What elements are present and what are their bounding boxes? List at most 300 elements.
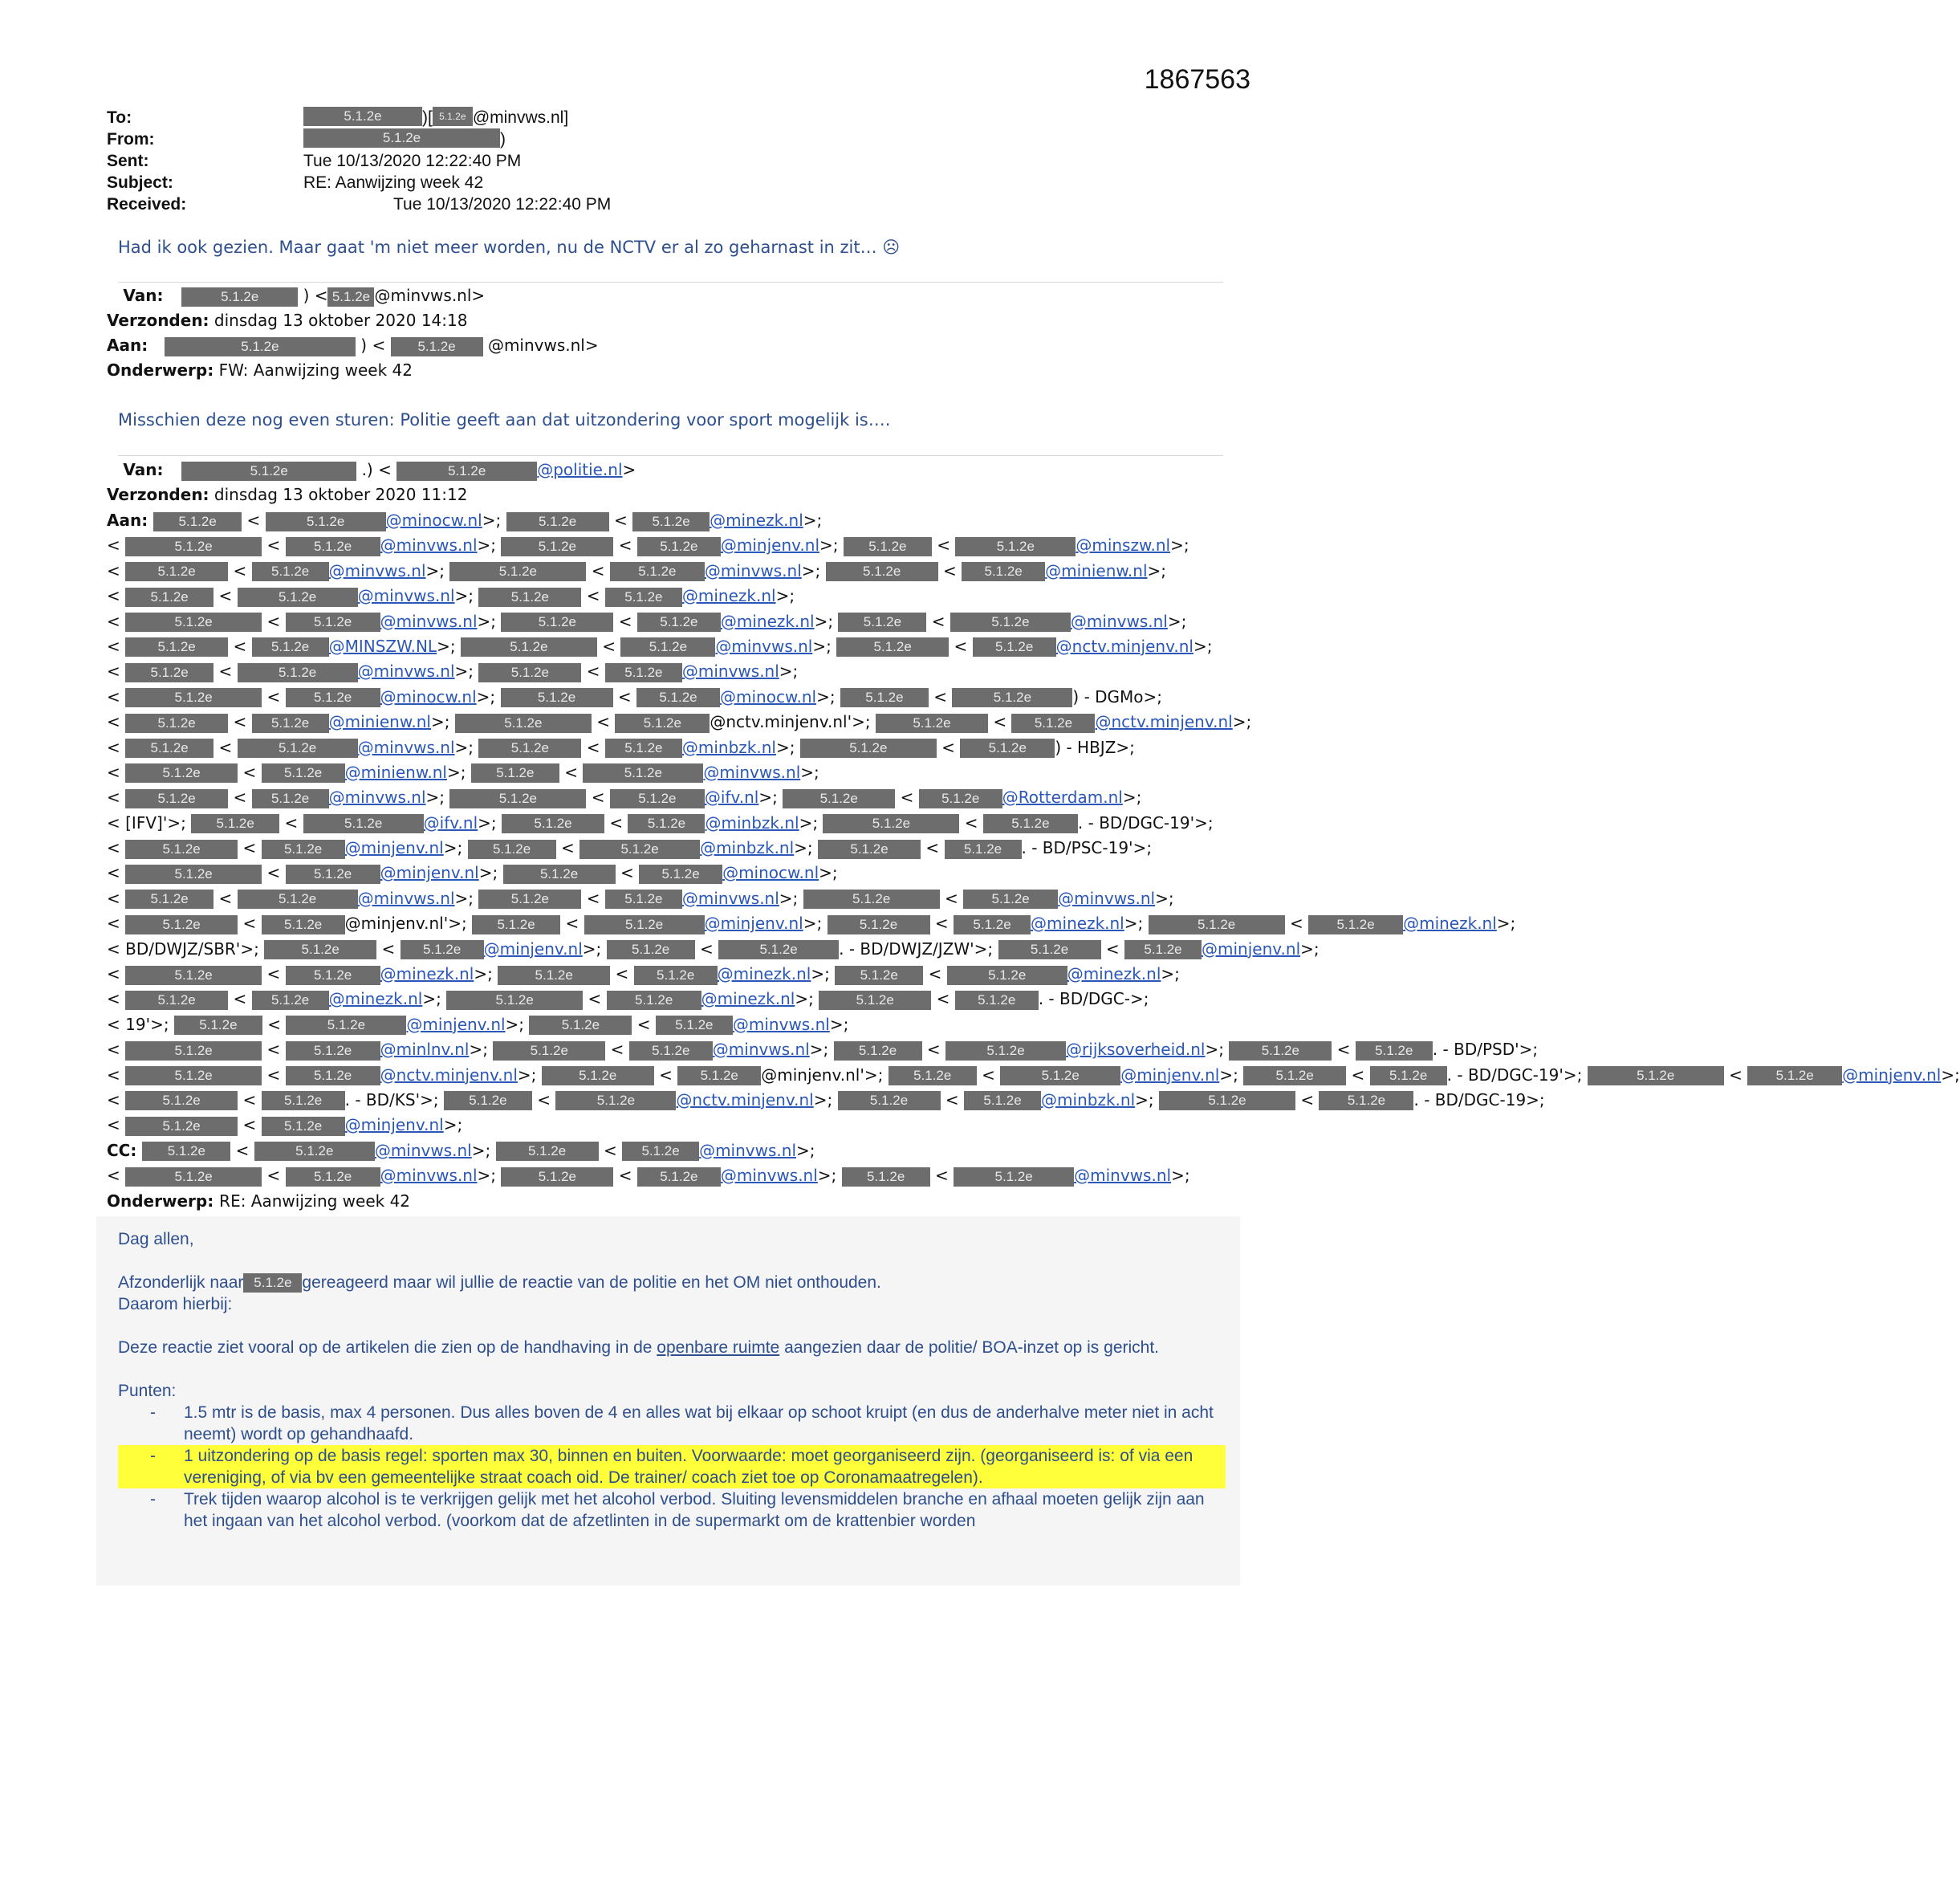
- recipient-text: @minjenv.nl': [344, 914, 449, 934]
- fw-aan-row: Aan: 5.1.2e ) < 5.1.2e @minvws.nl>: [107, 336, 599, 355]
- p2-text-b: aangezien daar de politie/ BOA-inzet op is gericht.: [784, 1338, 1160, 1357]
- recipient-row: < 5.1.2e < 5.1.2e @minjenv.nl>; 5.1.2e < 5.1.2e @minbzk.nl>; 5.1.2e < 5.1.2e . - BD/PSC-19'>;: [107, 838, 1153, 858]
- redaction: 5.1.2e: [983, 814, 1078, 833]
- email-link[interactable]: @minvws.nl: [380, 535, 478, 556]
- redaction: 5.1.2e: [444, 1091, 532, 1110]
- email-link[interactable]: @minvws.nl: [699, 1140, 796, 1160]
- from-row: From: 5.1.2e ): [107, 130, 506, 149]
- redaction: 5.1.2e: [446, 991, 583, 1010]
- orig-onderwerp-row: [107, 1189, 1230, 1214]
- recipient-text: BD/DWJZ/SBR': [125, 938, 241, 959]
- redaction: 5.1.2e: [254, 1142, 375, 1161]
- email-link[interactable]: @minvws.nl: [380, 611, 478, 631]
- redaction: 5.1.2e: [919, 789, 1002, 808]
- redaction: 5.1.2e: [1159, 1091, 1295, 1110]
- recipient-row: < 5.1.2e < 5.1.2e @minvws.nl>; 5.1.2e < 5.1.2e @minezk.nl>;: [107, 586, 795, 606]
- recipient-text: . - BD/DGC-19': [1077, 812, 1195, 833]
- email-link[interactable]: @minjenv.nl: [1120, 1065, 1220, 1085]
- email-link[interactable]: @minvws.nl: [357, 737, 455, 757]
- redaction: 5.1.2e: [286, 1167, 380, 1187]
- redaction: 5.1.2e: [889, 1066, 977, 1085]
- redaction: 5.1.2e: [252, 637, 329, 657]
- redaction: 5.1.2e: [583, 763, 703, 783]
- email-link[interactable]: @minbzk.nl: [705, 812, 799, 833]
- redaction: 5.1.2e: [838, 1091, 941, 1110]
- recipient-row: < 5.1.2e < 5.1.2e @minezk.nl>; 5.1.2e < 5.1.2e @minezk.nl>; 5.1.2e < 5.1.2e . - BD/DGC->;: [107, 989, 1149, 1009]
- email-link[interactable]: @minjenv.nl: [406, 1014, 506, 1034]
- orig-van-label: Van:: [123, 460, 164, 479]
- redaction: 5.1.2e: [803, 890, 940, 909]
- redaction: 5.1.2e: [964, 1091, 1041, 1110]
- bullet-text: Trek tijden waarop alcohol is te verkrijgen gelijk met het alcohol verbod. Sluiting levensmiddelen branche en afhaal moeten gelijk zijn aan het ingaan van het alcohol verbod. (voorkom dat de afzetlinten in de supermarkt om de krattenbier worden: [184, 1490, 1205, 1530]
- reply-text: Had ik ook gezien. Maar gaat 'm niet meer worden, nu de NCTV er al zo geharnast in zit… ☹: [118, 238, 901, 257]
- redaction: 5.1.2e: [252, 789, 329, 808]
- email-link[interactable]: @minezk.nl: [720, 611, 815, 631]
- email-link[interactable]: @minbzk.nl: [700, 838, 795, 858]
- email-link[interactable]: @minezk.nl: [701, 989, 795, 1009]
- redaction: 5.1.2e: [800, 739, 937, 758]
- redaction: 5.1.2e: [449, 562, 586, 581]
- email-link[interactable]: @minszw.nl: [1076, 535, 1171, 556]
- recipient-text: @minjenv.nl': [761, 1065, 864, 1085]
- email-link[interactable]: @minienw.nl: [1045, 560, 1148, 580]
- redaction: 5.1.2e: [478, 739, 581, 758]
- redaction: 5.1.2e: [584, 915, 705, 934]
- redaction: 5.1.2e: [125, 739, 213, 758]
- redaction: 5.1.2e: [165, 337, 356, 356]
- redaction: 5.1.2e: [478, 890, 581, 909]
- sent-value: Tue 10/13/2020 12:22:40 PM: [303, 152, 522, 170]
- redaction: 5.1.2e: [125, 991, 228, 1010]
- email-link[interactable]: @minezk.nl: [380, 964, 474, 984]
- recipient-text: . - BD/PSC-19': [1021, 838, 1133, 858]
- redaction: 5.1.2e: [262, 763, 345, 783]
- email-link[interactable]: @minbzk.nl: [1041, 1089, 1136, 1110]
- paragraph-1-cont: Daarom hierbij:: [118, 1295, 233, 1313]
- redaction: 5.1.2e: [125, 1041, 262, 1061]
- email-link[interactable]: @minezk.nl: [1403, 914, 1497, 934]
- redaction: 5.1.2e: [125, 688, 262, 707]
- fw-van-label: Van:: [123, 286, 164, 305]
- fw-verzonden-row: [107, 308, 1230, 333]
- email-link[interactable]: @nctv.minjenv.nl: [1055, 636, 1193, 656]
- redaction: 5.1.2e: [264, 940, 376, 959]
- email-link[interactable]: @minjenv.nl: [344, 1115, 444, 1135]
- redaction: 5.1.2e: [478, 588, 581, 607]
- redaction: 5.1.2e: [973, 637, 1056, 657]
- redaction: 5.1.2e: [125, 915, 238, 934]
- p2-link[interactable]: openbare ruimte: [657, 1338, 780, 1357]
- recipient-text: . - BD/KS': [344, 1089, 421, 1110]
- redaction: 5.1.2e: [1000, 1066, 1120, 1085]
- redaction: 5.1.2e: [607, 940, 695, 959]
- recipient-list: [107, 508, 1960, 1214]
- email-link[interactable]: @minjenv.nl: [344, 838, 444, 858]
- email-link[interactable]: @ifv.nl: [423, 812, 478, 833]
- redaction: 5.1.2e: [327, 287, 374, 307]
- divider: [118, 282, 1223, 283]
- redaction: 5.1.2e: [125, 562, 228, 581]
- redaction: 5.1.2e: [605, 890, 682, 909]
- redaction: 5.1.2e: [493, 1041, 605, 1061]
- received-value: Tue 10/13/2020 12:22:40 PM: [393, 195, 612, 214]
- email-link[interactable]: @minezk.nl: [1031, 914, 1124, 934]
- email-link[interactable]: @minvws.nl: [732, 1014, 830, 1034]
- redaction: 5.1.2e: [125, 789, 228, 808]
- email-link[interactable]: @minezk.nl: [681, 586, 776, 606]
- redaction: 5.1.2e: [1356, 1041, 1433, 1061]
- recipient-text: 19': [125, 1014, 151, 1034]
- recipient-row: < 5.1.2e < 5.1.2e @minjenv.nl'>; 5.1.2e < 5.1.2e @minjenv.nl>; 5.1.2e < 5.1.2e @minezk.nl>; 5.1.2e < 5.1.2e @minezk.nl>;: [107, 914, 1516, 934]
- redaction: 5.1.2e: [826, 562, 938, 581]
- redaction: 5.1.2e: [1124, 940, 1202, 959]
- redaction: 5.1.2e: [503, 865, 616, 884]
- recipient-row: < 5.1.2e < 5.1.2e @minvws.nl>; 5.1.2e < 5.1.2e @minezk.nl>; 5.1.2e < 5.1.2e @minvws.nl>;: [107, 611, 1187, 631]
- redaction: 5.1.2e: [819, 991, 931, 1010]
- fw-verzonden-value: dinsdag 13 oktober 2020 14:18: [213, 311, 468, 330]
- redaction: 5.1.2e: [471, 763, 559, 783]
- redaction: 5.1.2e: [1011, 714, 1095, 733]
- redaction: 5.1.2e: [840, 688, 929, 707]
- email-link[interactable]: @minezk.nl: [328, 989, 423, 1009]
- fw-onderwerp-label: Onderwerp:: [107, 360, 214, 380]
- email-link[interactable]: @minienw.nl: [344, 762, 447, 782]
- redaction: 5.1.2e: [636, 688, 720, 707]
- email-link[interactable]: @minvws.nl: [715, 636, 813, 656]
- redaction: 5.1.2e: [286, 613, 380, 632]
- redaction: 5.1.2e: [125, 663, 213, 682]
- sent-row: [107, 150, 611, 172]
- email-link[interactable]: @nctv.minjenv.nl: [1095, 712, 1233, 732]
- email-link[interactable]: @Rotterdam.nl: [1002, 788, 1123, 808]
- email-link[interactable]: @ifv.nl: [704, 788, 759, 808]
- email-link[interactable]: @minvws.nl: [1070, 611, 1168, 631]
- orig-onderwerp-label: Onderwerp:: [107, 1191, 220, 1211]
- redaction: 5.1.2e: [303, 107, 422, 126]
- recipient-text: @nctv.minjenv.nl': [710, 712, 852, 732]
- email-link[interactable]: @minjenv.nl: [704, 914, 803, 934]
- redaction: 5.1.2e: [632, 512, 710, 531]
- redaction: 5.1.2e: [191, 814, 279, 833]
- redaction: 5.1.2e: [962, 562, 1045, 581]
- email-link[interactable]: @minvws.nl: [712, 1040, 810, 1060]
- redaction: 5.1.2e: [844, 537, 932, 556]
- redaction: 5.1.2e: [952, 688, 1072, 707]
- redaction: 5.1.2e: [506, 512, 609, 531]
- redaction: 5.1.2e: [835, 966, 923, 985]
- redaction: 5.1.2e: [818, 840, 921, 859]
- email-header: [107, 107, 611, 215]
- email-link[interactable]: @minjenv.nl: [380, 863, 479, 883]
- email-link[interactable]: @minvws.nl: [357, 662, 455, 682]
- email-link[interactable]: @minvws.nl: [357, 888, 455, 908]
- recipient-text: ) - DGMo: [1072, 686, 1144, 706]
- subject-value: RE: Aanwijzing week 42: [303, 173, 484, 192]
- from-label: From:: [107, 130, 155, 149]
- redaction: 5.1.2e: [401, 940, 484, 959]
- orig-van-domain[interactable]: @politie.nl: [537, 460, 623, 479]
- email-link[interactable]: @minvws.nl: [380, 1166, 478, 1186]
- redaction: 5.1.2e: [286, 688, 380, 707]
- redaction: 5.1.2e: [262, 1091, 345, 1110]
- recipient-row: < 5.1.2e < 5.1.2e @minienw.nl>; 5.1.2e < 5.1.2e @minvws.nl>;: [107, 762, 819, 782]
- email-link[interactable]: @minvws.nl: [704, 560, 802, 580]
- email-link[interactable]: @minocw.nl: [720, 686, 817, 706]
- orig-verzonden-value: dinsdag 13 oktober 2020 11:12: [213, 485, 468, 504]
- email-link[interactable]: @minocw.nl: [385, 511, 482, 530]
- subject-label: Subject:: [107, 173, 173, 192]
- redaction: 5.1.2e: [125, 890, 213, 909]
- redaction: 5.1.2e: [828, 915, 930, 934]
- redaction: 5.1.2e: [266, 512, 386, 531]
- redaction: 5.1.2e: [634, 966, 718, 985]
- redaction: 5.1.2e: [303, 814, 424, 833]
- bullet-item-highlighted: - 1 uitzondering op de basis regel: sporten max 30, binnen en buiten. Voorwaarde: moet georganiseerd zijn. (georganiseerd is: of via een vereniging, of via bv een gemeentelijke straat coach oid. De trainer/ coach ziet toe op Coronamaatregelen).: [118, 1445, 1226, 1488]
- fw-note: Misschien deze nog even sturen: Politie geeft aan dat uitzondering voor sport mogelijk is….: [118, 410, 891, 430]
- p1-text-b: gereageerd maar wil jullie de reactie van de politie en het OM niet onthouden.: [302, 1273, 881, 1292]
- recipient-row: < 5.1.2e < 5.1.2e @minvws.nl>; 5.1.2e < 5.1.2e @ifv.nl>; 5.1.2e < 5.1.2e @Rotterdam.nl>;: [107, 788, 1142, 808]
- redaction: 5.1.2e: [396, 462, 537, 481]
- redaction: 5.1.2e: [1370, 1066, 1447, 1085]
- email-link[interactable]: @minezk.nl: [717, 964, 811, 984]
- redaction: 5.1.2e: [496, 1142, 599, 1161]
- email-link[interactable]: @minvws.nl: [374, 1140, 472, 1160]
- divider: [118, 455, 1223, 456]
- redaction: 5.1.2e: [433, 107, 473, 126]
- redaction: 5.1.2e: [501, 537, 613, 556]
- redaction: 5.1.2e: [998, 940, 1101, 959]
- email-link[interactable]: @minjenv.nl: [1202, 938, 1301, 959]
- redaction: 5.1.2e: [501, 688, 613, 707]
- redaction: 5.1.2e: [125, 1091, 238, 1110]
- redaction: 5.1.2e: [1319, 1091, 1413, 1110]
- bullet-item: - Trek tijden waarop alcohol is te verkrijgen gelijk met het alcohol verbod. Sluiting levensmiddelen branche en afhaal moeten gelijk zijn aan het ingaan van het alcohol verbod. (voorkom dat de afzetlinten in de supermarkt om de krattenbier worden: [118, 1488, 1226, 1532]
- redaction: 5.1.2e: [945, 840, 1022, 859]
- redaction: 5.1.2e: [262, 1117, 345, 1136]
- document-id: 1867563: [1144, 64, 1250, 95]
- redaction: 5.1.2e: [718, 940, 839, 959]
- redaction: 5.1.2e: [262, 840, 345, 859]
- recipient-row: < 5.1.2e < 5.1.2e @minvws.nl>; 5.1.2e < 5.1.2e @minvws.nl>; 5.1.2e < 5.1.2e @minvws.nl>;: [107, 888, 1174, 908]
- recipient-row: < 5.1.2e < 5.1.2e @nctv.minjenv.nl>; 5.1.2e < 5.1.2e @minjenv.nl'>; 5.1.2e < 5.1.2e @minjenv.nl>; 5.1.2e < 5.1.2e . - BD/DGC-19'>; 5.1.2e < 5.1.2e @minjenv.nl>;: [107, 1065, 1960, 1085]
- redaction: 5.1.2e: [262, 915, 345, 934]
- redaction: 5.1.2e: [610, 562, 705, 581]
- redaction: 5.1.2e: [252, 562, 329, 581]
- subject-row: [107, 172, 611, 193]
- email-link[interactable]: @minlnv.nl: [380, 1040, 470, 1060]
- redaction: 5.1.2e: [125, 966, 262, 985]
- redaction: 5.1.2e: [622, 1142, 699, 1161]
- redaction: 5.1.2e: [455, 714, 592, 733]
- punten-label: Punten:: [118, 1382, 177, 1400]
- redaction: 5.1.2e: [955, 991, 1039, 1010]
- recipient-text: . - BD/PSD': [1432, 1040, 1519, 1060]
- email-link[interactable]: @minocw.nl: [722, 863, 819, 883]
- redaction: 5.1.2e: [125, 1066, 262, 1085]
- redaction: 5.1.2e: [605, 663, 682, 682]
- redaction: 5.1.2e: [637, 1167, 721, 1187]
- email-link[interactable]: @nctv.minjenv.nl: [380, 1065, 518, 1085]
- orig-onderwerp-value: RE: Aanwijzing week 42: [219, 1191, 411, 1211]
- redaction: 5.1.2e: [286, 537, 380, 556]
- email-link[interactable]: @minvws.nl: [328, 560, 426, 580]
- redaction: 5.1.2e: [142, 1142, 230, 1161]
- email-link[interactable]: @minjenv.nl: [1842, 1065, 1942, 1085]
- email-link[interactable]: @minvws.nl: [681, 888, 779, 908]
- redaction: 5.1.2e: [468, 840, 556, 859]
- recipient-row: < 19'>; 5.1.2e < 5.1.2e @minjenv.nl>; 5.1.2e < 5.1.2e @minvws.nl>;: [107, 1014, 849, 1034]
- redaction: 5.1.2e: [610, 789, 705, 808]
- redaction: 5.1.2e: [842, 1167, 930, 1187]
- paragraph-1: [118, 1272, 1226, 1293]
- redaction: 5.1.2e: [836, 637, 949, 657]
- redaction: 5.1.2e: [628, 814, 705, 833]
- redaction: 5.1.2e: [960, 739, 1055, 758]
- redaction: 5.1.2e: [637, 613, 721, 632]
- recipient-text: [IFV]': [125, 812, 168, 833]
- email-link[interactable]: @minezk.nl: [710, 511, 803, 530]
- recipient-text: . - BD/DWJZ/JZW': [839, 938, 974, 959]
- recipient-row: < 5.1.2e < 5.1.2e @minlnv.nl>; 5.1.2e < 5.1.2e @minvws.nl>; 5.1.2e < 5.1.2e @rijksoverheid.nl>; 5.1.2e < 5.1.2e . - BD/PSD'>;: [107, 1040, 1539, 1060]
- orig-verzonden-label: Verzonden:: [107, 485, 209, 504]
- email-link[interactable]: @minvws.nl: [357, 586, 455, 606]
- redaction: 5.1.2e: [286, 1041, 380, 1061]
- redaction: 5.1.2e: [478, 663, 581, 682]
- redaction: 5.1.2e: [823, 814, 959, 833]
- redaction: 5.1.2e: [555, 1091, 676, 1110]
- redaction: 5.1.2e: [637, 537, 721, 556]
- email-link[interactable]: @minezk.nl: [1067, 964, 1161, 984]
- redaction: 5.1.2e: [125, 840, 238, 859]
- recipient-row: < [IFV]'>; 5.1.2e < 5.1.2e @ifv.nl>; 5.1.2e < 5.1.2e @minbzk.nl>; 5.1.2e < 5.1.2e . - BD/DGC-19'>;: [107, 812, 1214, 833]
- recipient-row: < 5.1.2e < 5.1.2e @minjenv.nl>;: [107, 1115, 463, 1135]
- redaction: 5.1.2e: [286, 1016, 406, 1035]
- redaction: 5.1.2e: [125, 537, 262, 556]
- redaction: 5.1.2e: [579, 840, 700, 859]
- recipient-row: < 5.1.2e < 5.1.2e @MINSZW.NL>; 5.1.2e < 5.1.2e @minvws.nl>; 5.1.2e < 5.1.2e @nctv.minjenv.nl>;: [107, 636, 1213, 656]
- email-link[interactable]: @minvws.nl: [328, 788, 426, 808]
- redaction: 5.1.2e: [286, 1066, 380, 1085]
- email-link[interactable]: @minvws.nl: [703, 762, 801, 782]
- p2-text-a: Deze reactie ziet vooral op de artikelen die zien op de handhaving in de: [118, 1338, 653, 1357]
- redaction: 5.1.2e: [1149, 915, 1285, 934]
- redaction: 5.1.2e: [607, 991, 701, 1010]
- email-link[interactable]: @minienw.nl: [328, 712, 431, 732]
- redaction: 5.1.2e: [461, 637, 597, 657]
- redaction: 5.1.2e: [174, 1016, 262, 1035]
- redaction: 5.1.2e: [1588, 1066, 1724, 1085]
- recipient-row: < 5.1.2e < 5.1.2e @minvws.nl>; 5.1.2e < 5.1.2e @minjenv.nl>; 5.1.2e < 5.1.2e @minszw.nl>;: [107, 535, 1189, 556]
- email-link[interactable]: @MINSZW.NL: [328, 636, 437, 656]
- redaction: 5.1.2e: [677, 1066, 761, 1085]
- redaction: 5.1.2e: [620, 637, 715, 657]
- redaction: 5.1.2e: [963, 890, 1058, 909]
- email-link[interactable]: @minvws.nl: [720, 1166, 818, 1186]
- fw-van-domain: @minvws.nl>: [374, 286, 486, 305]
- redaction: 5.1.2e: [125, 1167, 262, 1187]
- p1-text-a: Afzonderlijk naar: [118, 1273, 244, 1292]
- redaction: 5.1.2e: [125, 714, 228, 733]
- redaction: 5.1.2e: [502, 814, 604, 833]
- redaction: 5.1.2e: [501, 1167, 613, 1187]
- email-link[interactable]: @rijksoverheid.nl: [1066, 1040, 1206, 1060]
- to-domain: @minvws.nl]: [472, 108, 569, 127]
- email-link[interactable]: @minvws.nl: [1058, 888, 1156, 908]
- orig-aan-label: Aan:: [107, 511, 154, 530]
- redaction: 5.1.2e: [605, 739, 682, 758]
- recipient-row: < BD/DWJZ/SBR'>; 5.1.2e < 5.1.2e @minjenv.nl>; 5.1.2e < 5.1.2e . - BD/DWJZ/JZW'>; 5.1.2e < 5.1.2e @minjenv.nl>;: [107, 938, 1320, 959]
- recipient-row: < 5.1.2e < 5.1.2e @minvws.nl>; 5.1.2e < 5.1.2e @minvws.nl>; 5.1.2e < 5.1.2e @minienw.nl>;: [107, 560, 1167, 580]
- fw-aan-label: Aan:: [107, 336, 148, 355]
- bullet-text: 1 uitzondering op de basis regel: sporten max 30, binnen en buiten. Voorwaarde: moet georganiseerd zijn. (georganiseerd is: of via een vereniging, of via bv een gemeentelijke straat coach oid. De trainer/ coach ziet toe op Coronamaatregelen).: [184, 1447, 1193, 1487]
- redaction: 5.1.2e: [639, 865, 722, 884]
- email-link[interactable]: @minjenv.nl: [720, 535, 819, 556]
- redaction: 5.1.2e: [955, 537, 1076, 556]
- email-link[interactable]: @minocw.nl: [380, 686, 477, 706]
- redaction: 5.1.2e: [947, 966, 1067, 985]
- redaction: 5.1.2e: [529, 1016, 632, 1035]
- redaction: 5.1.2e: [472, 915, 560, 934]
- redaction: 5.1.2e: [954, 915, 1031, 934]
- redaction: 5.1.2e: [125, 865, 262, 884]
- fw-aan-domain: @minvws.nl>: [487, 336, 599, 355]
- orig-header: [107, 458, 1230, 507]
- redaction: 5.1.2e: [181, 462, 356, 481]
- redaction: 5.1.2e: [238, 663, 358, 682]
- email-link[interactable]: @minjenv.nl: [483, 938, 583, 959]
- redaction: 5.1.2e: [238, 890, 358, 909]
- redaction: 5.1.2e: [615, 714, 710, 733]
- orig-verzonden-row: [107, 482, 1230, 507]
- redaction: 5.1.2e: [783, 789, 895, 808]
- orig-van-row: Van: 5.1.2e .) < 5.1.2e @politie.nl>: [123, 460, 636, 479]
- bullet-text: 1.5 mtr is de basis, max 4 personen. Dus alles boven de 4 en alles wat bij elkaar op schoot kruipt (en dus de anderhalve meter niet in acht neemt) wordt op gehandhaafd.: [184, 1403, 1214, 1443]
- greeting: Dag allen,: [118, 1230, 194, 1248]
- fw-van-row: Van: 5.1.2e ) < 5.1.2e @minvws.nl>: [123, 286, 486, 305]
- recipient-row: < 5.1.2e < 5.1.2e . - BD/KS'>; 5.1.2e < 5.1.2e @nctv.minjenv.nl>; 5.1.2e < 5.1.2e @minbzk.nl>; 5.1.2e < 5.1.2e . - BD/DGC-19>;: [107, 1089, 1545, 1110]
- redaction: 5.1.2e: [153, 512, 242, 531]
- redaction: 5.1.2e: [303, 128, 500, 148]
- email-link[interactable]: @minbzk.nl: [681, 737, 776, 757]
- redaction: 5.1.2e: [391, 337, 483, 356]
- sent-label: Sent:: [107, 152, 149, 170]
- redaction: 5.1.2e: [125, 763, 238, 783]
- redaction: 5.1.2e: [125, 637, 228, 657]
- redaction: 5.1.2e: [834, 1041, 922, 1061]
- redaction: 5.1.2e: [449, 789, 586, 808]
- bullet-item: - 1.5 mtr is de basis, max 4 personen. Dus alles boven de 4 en alles wat bij elkaar op schoot kruipt (en dus de anderhalve meter niet in acht neemt) wordt op gehandhaafd.: [118, 1402, 1226, 1445]
- redaction: 5.1.2e: [605, 588, 682, 607]
- paragraph-2: [118, 1337, 1226, 1358]
- redaction: 5.1.2e: [286, 865, 380, 884]
- redaction: 5.1.2e: [238, 588, 358, 607]
- recipient-row: < 5.1.2e < 5.1.2e @minezk.nl>; 5.1.2e < 5.1.2e @minezk.nl>; 5.1.2e < 5.1.2e @minezk.nl>;: [107, 964, 1180, 984]
- redaction: 5.1.2e: [1229, 1041, 1332, 1061]
- email-link[interactable]: @minvws.nl: [1074, 1166, 1172, 1186]
- email-link[interactable]: @minvws.nl: [681, 662, 779, 682]
- redaction: 5.1.2e: [1747, 1066, 1842, 1085]
- redaction: 5.1.2e: [838, 613, 926, 632]
- fw-verzonden-label: Verzonden:: [107, 311, 209, 330]
- recipient-row: CC: 5.1.2e < 5.1.2e @minvws.nl>; 5.1.2e < 5.1.2e @minvws.nl>;: [107, 1140, 815, 1160]
- redaction: 5.1.2e: [243, 1273, 302, 1293]
- fw-onderwerp-value: FW: Aanwijzing week 42: [218, 360, 413, 380]
- email-link[interactable]: @nctv.minjenv.nl: [676, 1089, 814, 1110]
- recipient-row: Aan: 5.1.2e < 5.1.2e @minocw.nl>; 5.1.2e < 5.1.2e @minezk.nl>;: [107, 511, 823, 530]
- redaction: 5.1.2e: [498, 966, 610, 985]
- redaction: 5.1.2e: [950, 613, 1071, 632]
- fw-header: [107, 283, 1230, 383]
